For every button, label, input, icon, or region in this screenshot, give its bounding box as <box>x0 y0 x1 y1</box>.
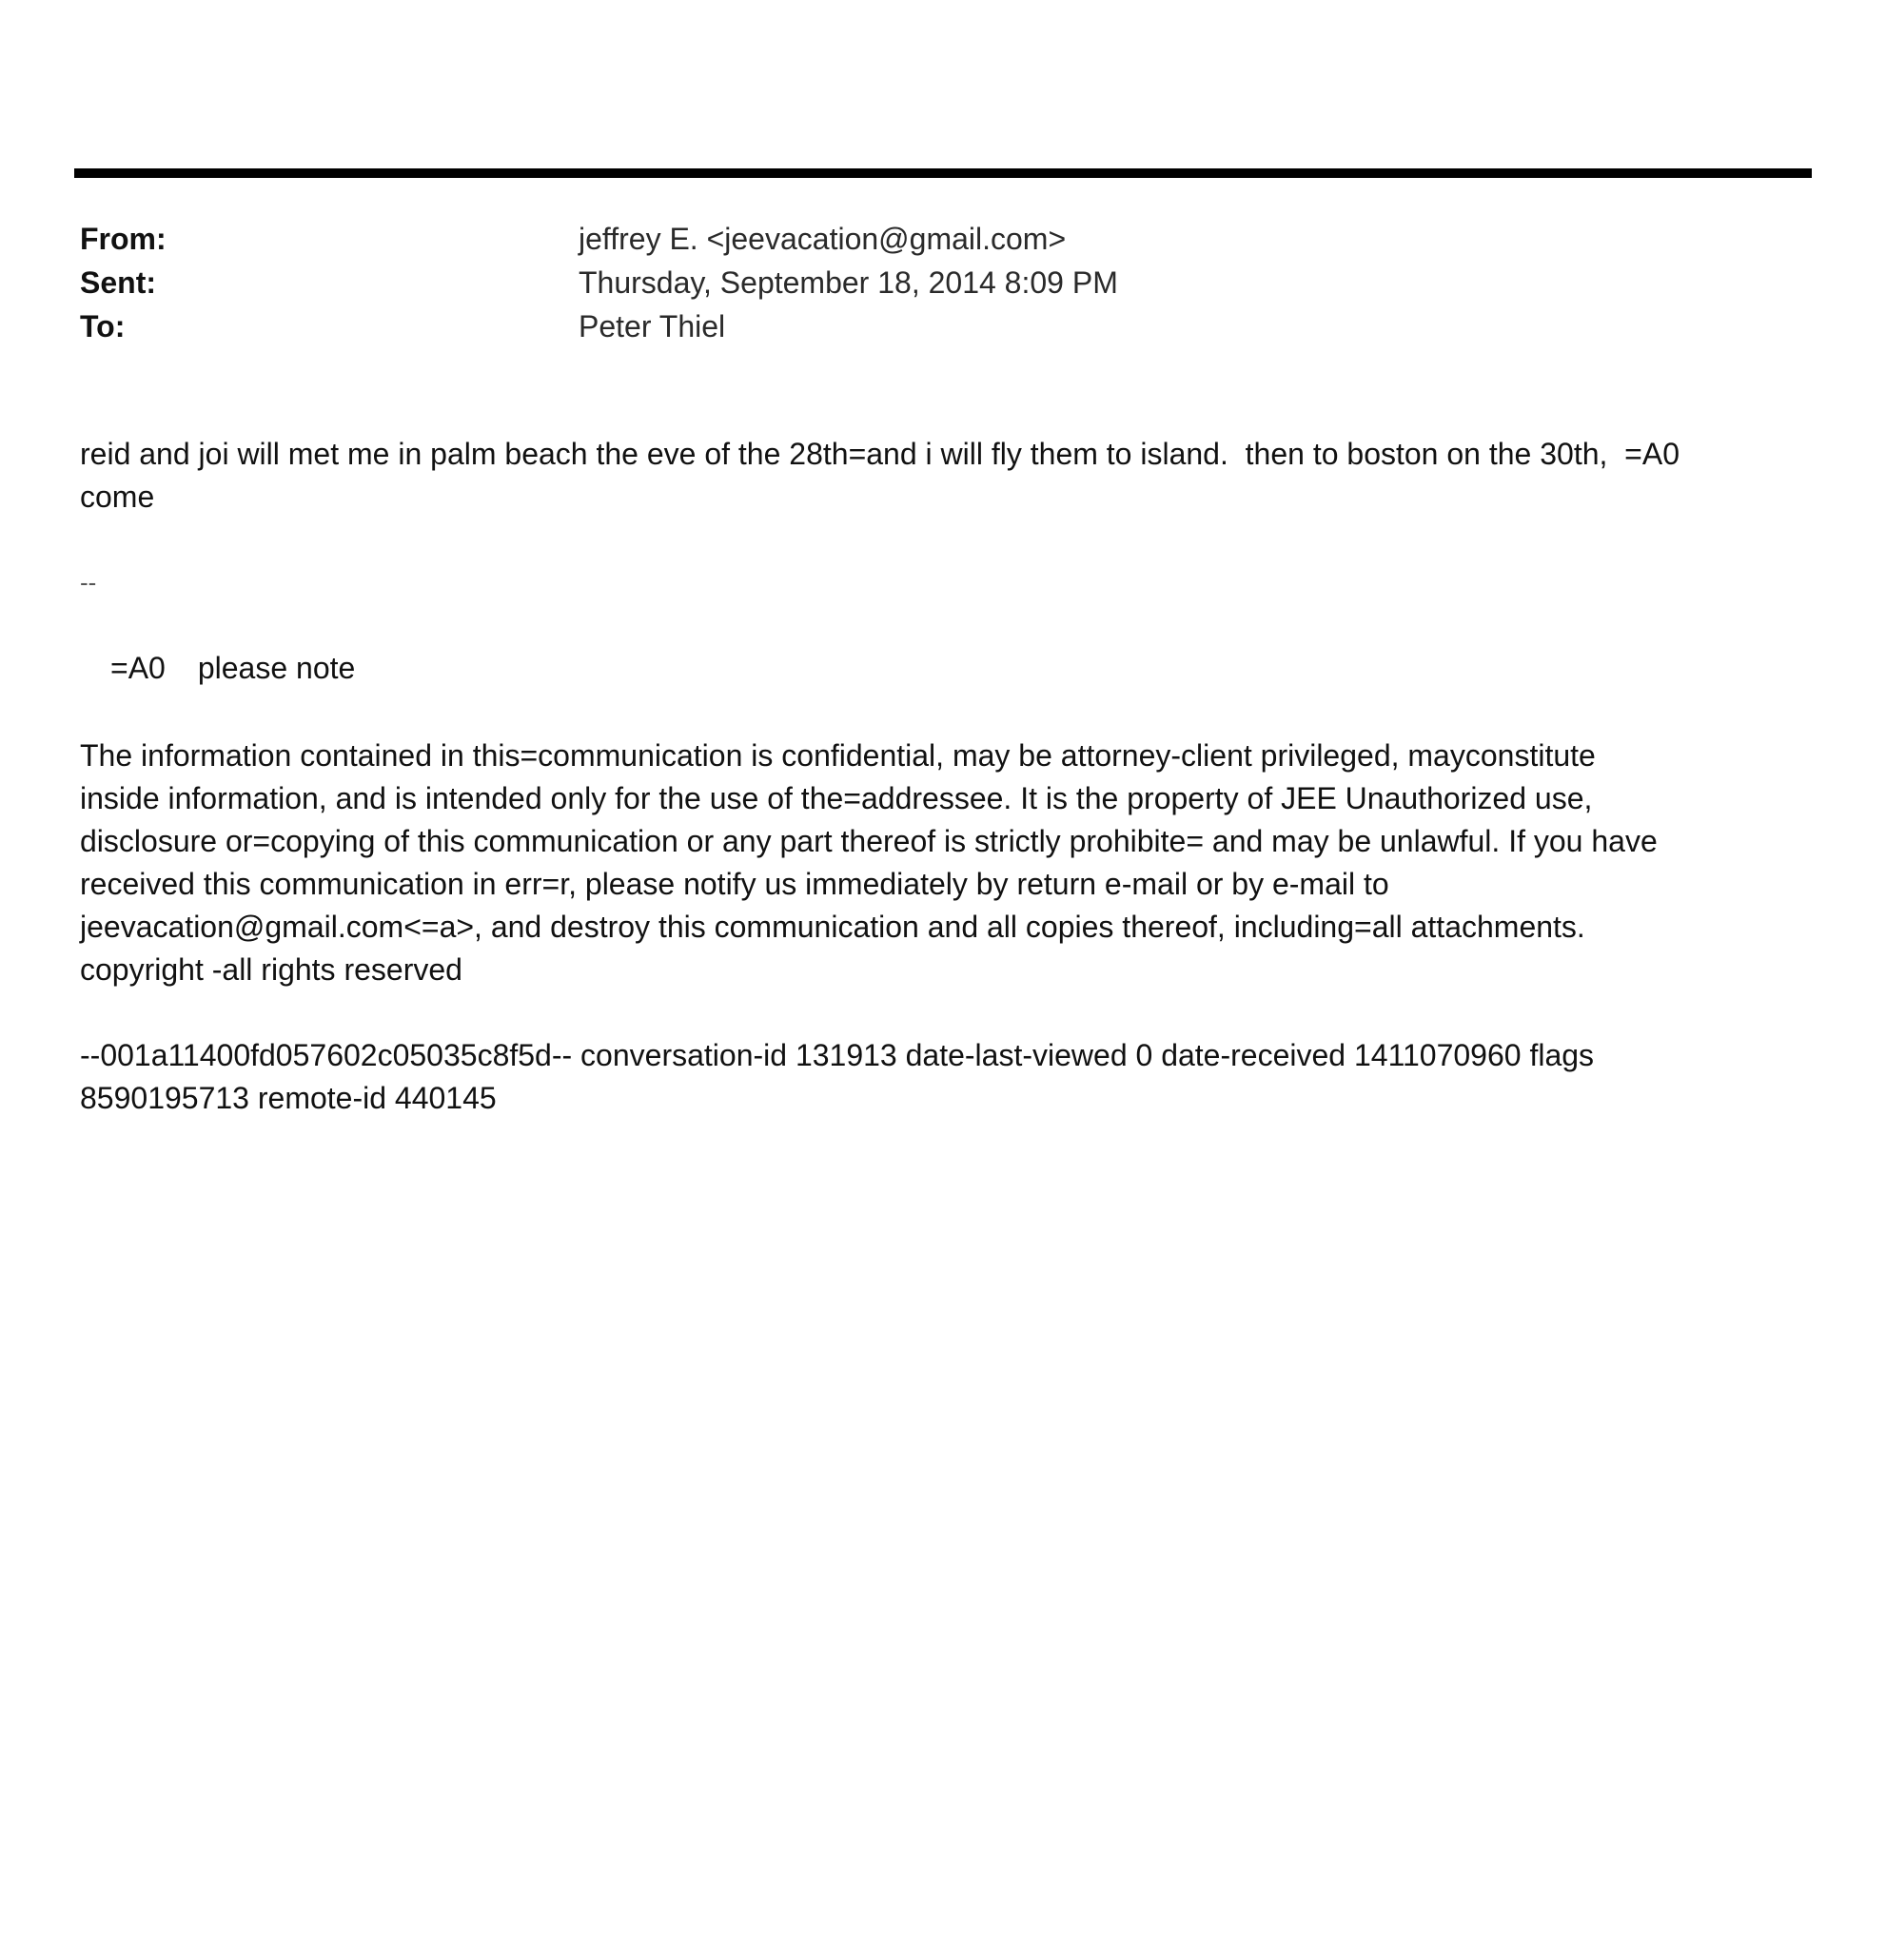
sent-label: Sent: <box>80 265 156 300</box>
message-line: reid and joi will met me in palm beach the eve of the 28th=and i will fly them to island. then to boston on the 30th, =A0 <box>80 437 1680 471</box>
sent-row <box>80 261 1793 304</box>
message-body <box>80 433 1812 519</box>
to-label: To: <box>80 308 126 343</box>
header-divider <box>74 168 1812 178</box>
to-value: Peter Thiel <box>579 308 726 343</box>
confidentiality-disclaimer <box>80 735 1812 991</box>
from-row <box>80 217 1793 261</box>
message-metadata <box>80 1034 1812 1120</box>
email-header <box>80 217 1793 348</box>
sent-value: Thursday, September 18, 2014 8:09 PM <box>579 265 1118 300</box>
note-prefix: =A0 <box>110 651 166 685</box>
message-line: come <box>80 480 155 514</box>
disclaimer-line: copyright -all rights reserved <box>80 952 462 987</box>
signature-note <box>110 647 1842 690</box>
disclaimer-line: disclosure or=copying of this communication or any part thereof is strictly prohibite= and may be unlawful. If you have <box>80 824 1658 858</box>
disclaimer-line: jeevacation@gmail.com<=a>, and destroy this communication and all copies thereof, including=all attachments. <box>80 910 1585 944</box>
disclaimer-line: received this communication in err=r, please notify us immediately by return e-mail or by e-mail to <box>80 867 1389 901</box>
disclaimer-line: The information contained in this=communication is confidential, may be attorney-client privileged, mayconstitute <box>80 738 1596 773</box>
metadata-line: --001a11400fd057602c05035c8f5d-- conversation-id 131913 date-last-viewed 0 date-received 1411070960 flags <box>80 1038 1595 1072</box>
note-text: please note <box>197 651 356 685</box>
from-value: jeffrey E. <jeevacation@gmail.com> <box>579 221 1067 256</box>
signature-separator: -- <box>80 568 97 597</box>
disclaimer-line: inside information, and is intended only for the use of the=addressee. It is the property of JEE Unauthorized use, <box>80 781 1593 815</box>
metadata-line: 8590195713 remote-id 440145 <box>80 1081 497 1115</box>
from-label: From: <box>80 221 167 256</box>
to-row <box>80 304 1793 348</box>
